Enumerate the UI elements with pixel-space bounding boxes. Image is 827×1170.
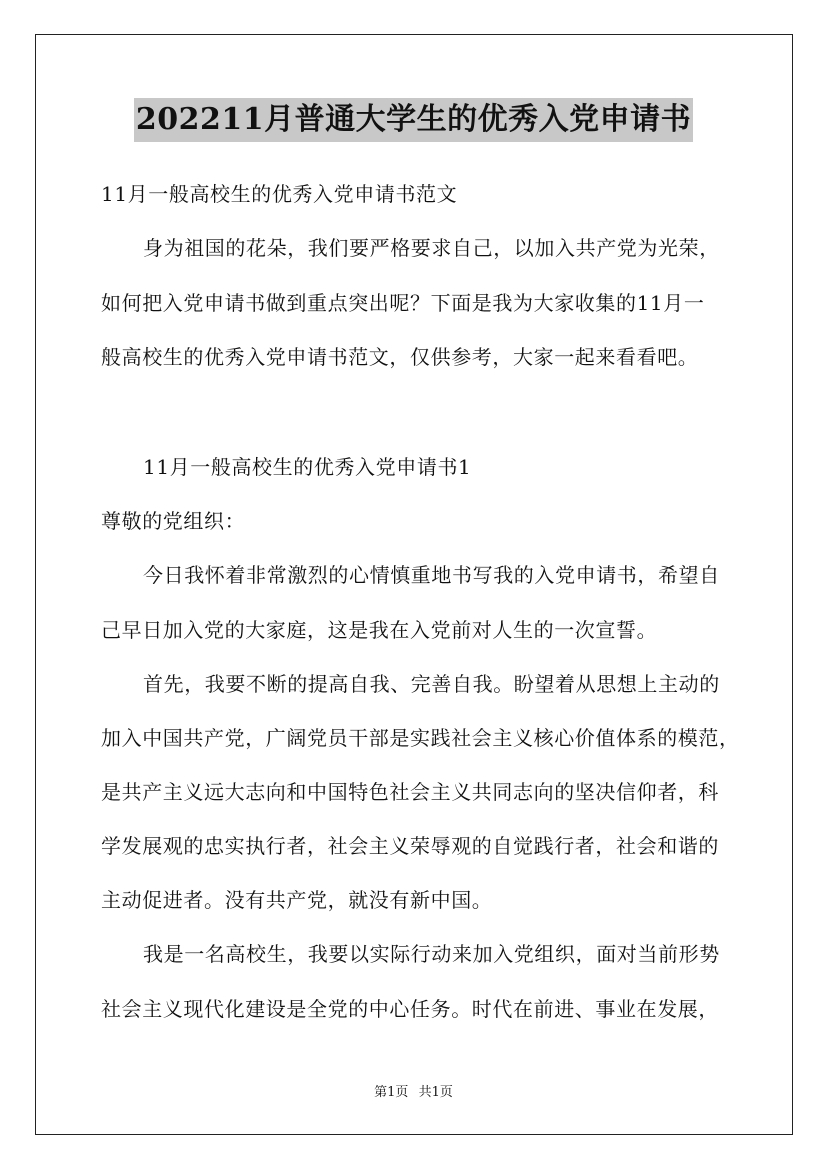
title-wrap (0, 98, 827, 142)
paragraph-line: 社会主义现代化建设是全党的中心任务。时代在前进、事业在发展， (101, 997, 719, 1021)
paragraph-line: 首先，我要不断的提高自我、完善自我。盼望着从思想上主动的 (143, 672, 720, 696)
paragraph-line: 我是一名高校生，我要以实际行动来加入党组织，面对当前形势 (143, 942, 720, 966)
paragraph-line: 今日我怀着非常激烈的心情慎重地书写我的入党申请书，希望自 (143, 563, 720, 587)
paragraph-line: 学发展观的忠实执行者，社会主义荣辱观的自觉践行者，社会和谐的 (101, 834, 719, 858)
paragraph-line: 般高校生的优秀入党申请书范文，仅供参考，大家一起来看看吧。 (101, 345, 699, 369)
paragraph-line: 己早日加入党的大家庭，这是我在入党前对人生的一次宣誓。 (101, 618, 658, 642)
section-heading: 11月一般高校生的优秀入党申请书1 (143, 455, 472, 479)
paragraph-line: 身为祖国的花朵，我们要严格要求自己，以加入共产党为光荣， (143, 236, 720, 260)
page-number-total: 共1页 (418, 1085, 453, 1100)
page-footer (0, 1084, 827, 1102)
paragraph-line: 是共产主义远大志向和中国特色社会主义共同志向的坚决信仰者，科 (101, 780, 719, 804)
paragraph-line: 加入中国共产党，广阔党员干部是实践社会主义核心价值体系的模范， (101, 726, 740, 750)
paragraph-line: 主动促进者。没有共产党，就没有新中国。 (101, 888, 493, 912)
intro-heading: 11月一般高校生的优秀入党申请书范文 (101, 182, 458, 206)
salutation: 尊敬的党组织： (101, 509, 246, 533)
paragraph-line: 如何把入党申请书做到重点突出呢？下面是我为大家收集的11月一 (101, 291, 705, 315)
document-title: 202211月普通大学生的优秀入党申请书 (134, 98, 693, 142)
page-number-current: 第1页 (374, 1085, 409, 1100)
